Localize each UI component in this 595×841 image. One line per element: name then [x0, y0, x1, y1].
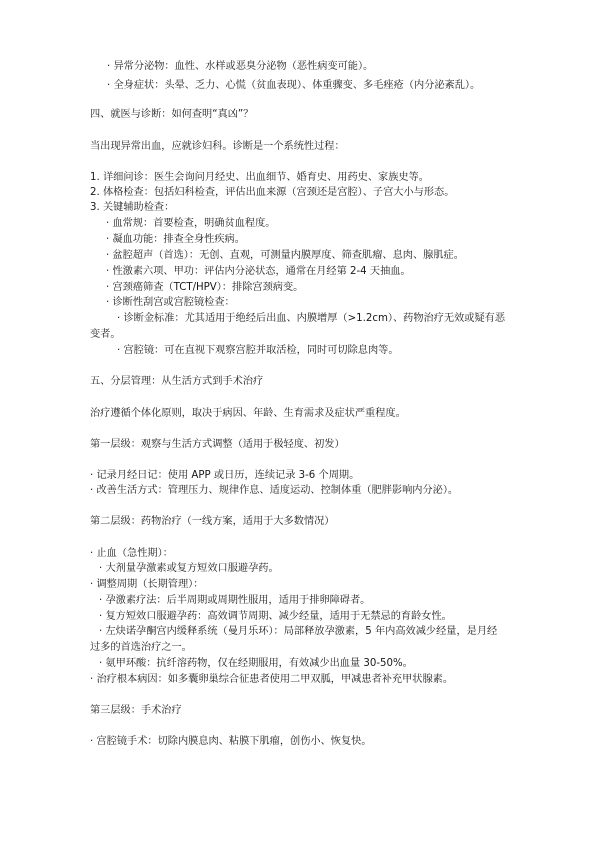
list-item: · 治疗根本病因：如多囊卵巢综合征患者使用二甲双胍，甲减患者补充甲状腺素。	[90, 674, 454, 685]
list-item-continuation: 变者。	[90, 329, 121, 340]
list-item: · 记录月经日记：使用 APP 或日历，连续记录 3-6 个周期。	[90, 470, 360, 481]
list-item: · 宫腔镜手术：切除内膜息肉、粘膜下肌瘤，创伤小、恢复快。	[90, 736, 372, 747]
list-item: · 大剂量孕激素或复方短效口服避孕药。	[99, 563, 279, 574]
list-item: · 止血（急性期）：	[90, 548, 173, 559]
list-item-continuation: 过多的首选治疗之一。	[90, 642, 192, 653]
list-item: · 调整周期（长期管理）：	[90, 579, 204, 590]
list-item: · 诊断性刮宫或宫腔镜检查：	[106, 297, 235, 308]
list-item: · 孕激素疗法：后半周期或周期性服用，适用于排卵障碍者。	[99, 595, 371, 606]
section-heading: 四、就医与诊断：如何查明“真凶”？	[90, 109, 254, 120]
subsection-heading: 第一层级：观察与生活方式调整（适用于极轻度、初发）	[90, 439, 345, 450]
list-item: 1. 详细问诊：医生会询问月经史、出血细节、婚育史、用药史、家族史等。	[90, 172, 429, 183]
list-item: · 宫颈癌筛查（TCT/HPV）：排除宫颈病变。	[106, 282, 304, 293]
list-item: · 左炔诺孕酮宫内缓释系统（曼月乐环）：局部释放孕激素，5 年内高效减少经量，是月经	[99, 626, 498, 637]
list-item: · 盆腔超声（首选）：无创、直观，可测量内膜厚度、筛查肌瘤、息肉、腺肌症。	[106, 250, 464, 261]
subsection-heading: 第三层级：手术治疗	[90, 705, 182, 716]
list-item: · 复方短效口服避孕药：高效调节周期、减少经量，适用于无禁忌的育龄女性。	[99, 611, 452, 622]
paragraph: 治疗遵循个体化原则，取决于病因、年龄、生育需求及症状严重程度。	[90, 408, 406, 419]
list-item: · 全身症状：头晕、乏力、心慌（贫血表现）、体重骤变、多毛痤疮（内分泌紊乱）。	[107, 80, 481, 91]
section-heading: 五、分层管理：从生活方式到手术治疗	[90, 376, 264, 387]
list-item: · 血常规：首要检查，明确贫血程度。	[106, 218, 276, 229]
list-item: · 诊断金标准：尤其适用于绝经后出血、内膜增厚（>1.2cm）、药物治疗无效或疑有恶	[117, 313, 506, 324]
list-item: · 性激素六项、甲功：评估内分泌状态，通常在月经第 2-4 天抽血。	[106, 266, 411, 277]
list-item: · 氨甲环酸：抗纤溶药物，仅在经期服用，有效减少出血量 30-50%。	[99, 658, 413, 669]
list-item: 3. 关键辅助检查：	[90, 202, 175, 213]
list-item: 2. 体格检查：包括妇科检查，评估出血来源（宫颈还是宫腔）、子宫大小与形态。	[90, 187, 455, 198]
subsection-heading: 第二层级：药物治疗（一线方案，适用于大多数情况）	[90, 516, 335, 527]
list-item: · 宫腔镜：可在直视下观察宫腔并取活检，同时可切除息肉等。	[117, 345, 399, 356]
list-item: · 异常分泌物：血性、水样或恶臭分泌物（恶性病变可能）。	[107, 61, 374, 72]
list-item: · 凝血功能：排查全身性疾病。	[106, 234, 245, 245]
list-item: · 改善生活方式：管理压力、规律作息、适度运动、控制体重（肥胖影响内分泌）。	[90, 485, 459, 496]
paragraph: 当出现异常出血，应就诊妇科。诊断是一个系统性过程：	[90, 141, 345, 152]
